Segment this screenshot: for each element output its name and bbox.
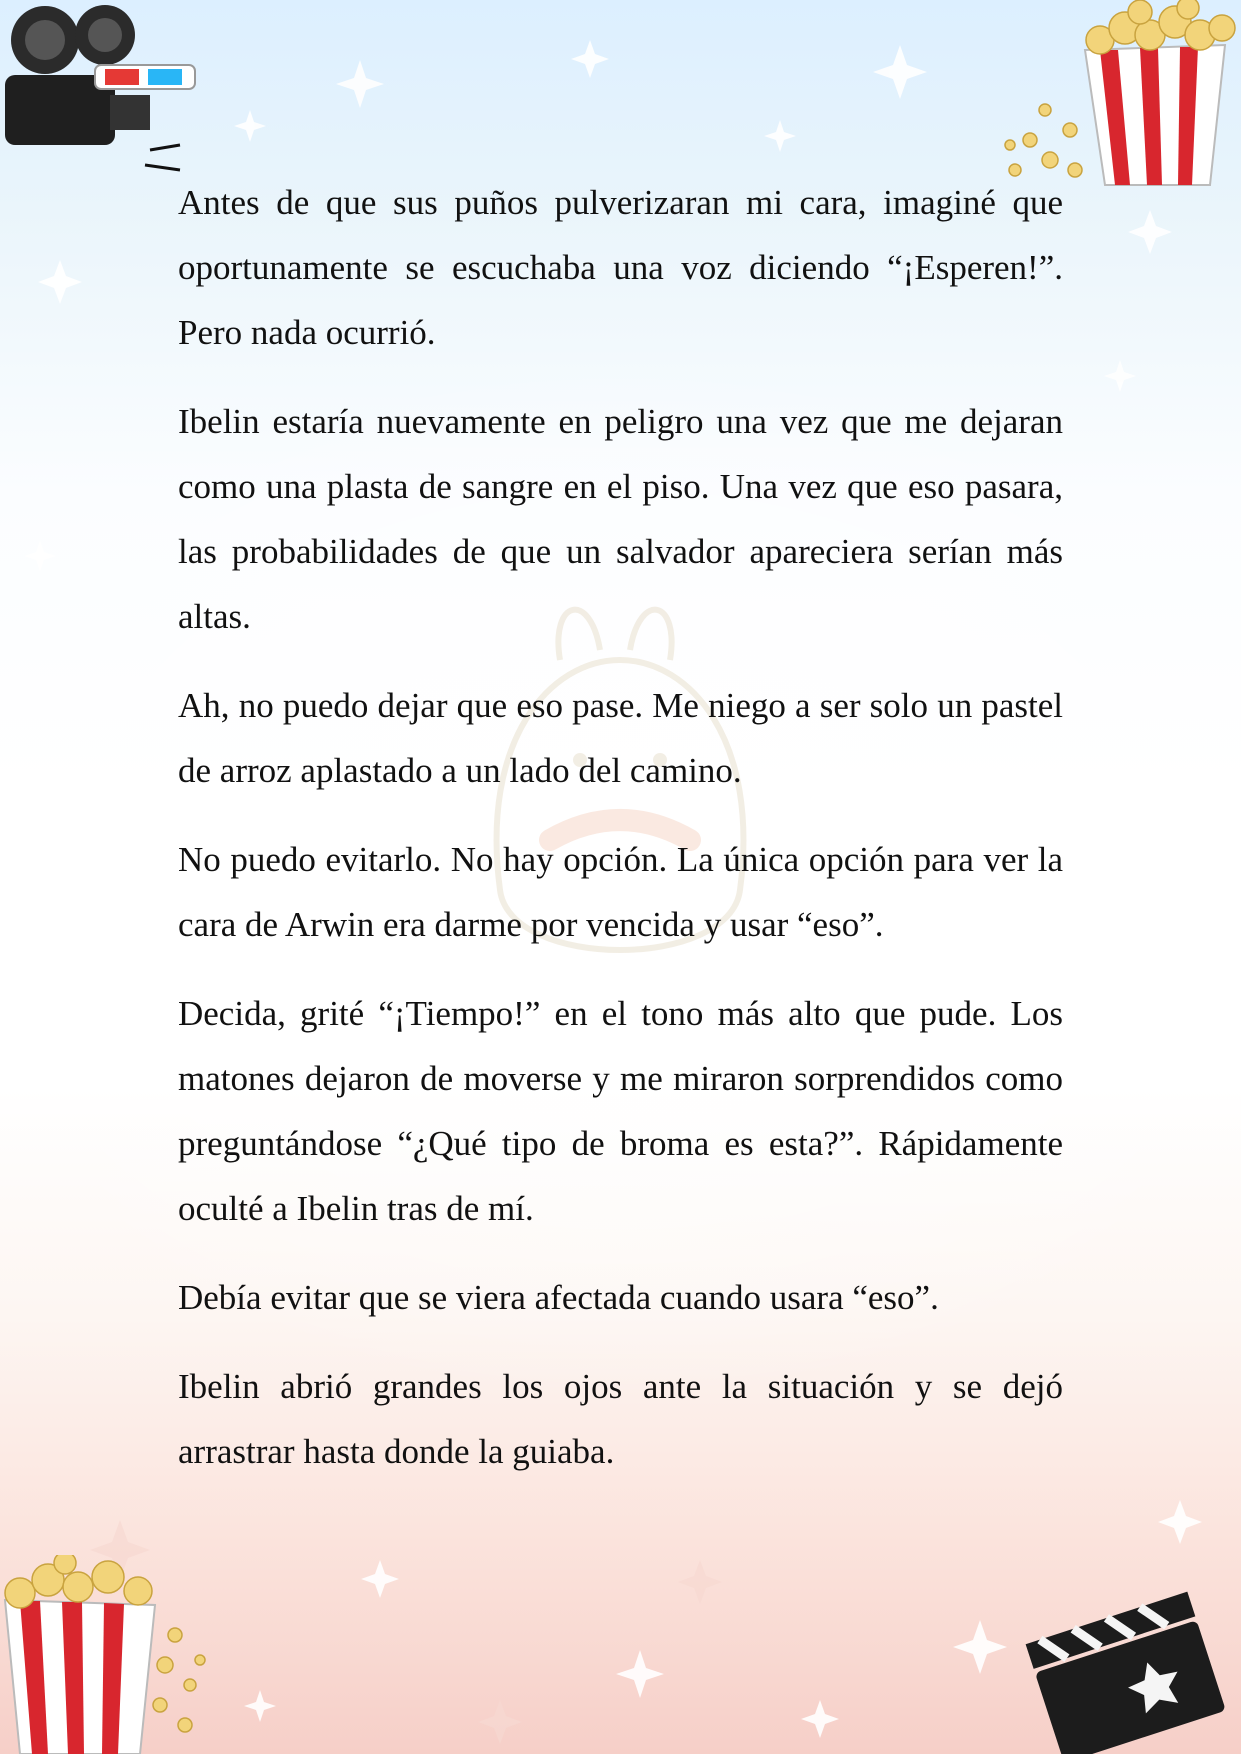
paragraph-7: Ibelin abrió grandes los ojos ante la situación y se dejó arrastrar hasta donde la guiaba. <box>178 1367 1063 1471</box>
paragraph-3: Ah, no puedo dejar que eso pase. Me niego a ser solo un pastel de arroz aplastado a un lado del camino. <box>178 686 1063 790</box>
paragraph-2: Ibelin estaría nuevamente en peligro una vez que me dejaran como una plasta de sangre en el piso. Una vez que eso pasara, las probabilidades de que un salvador apareciera serían más altas. <box>178 402 1063 636</box>
popcorn-bucket-icon <box>990 0 1241 195</box>
paragraph-5: Decida, grité “¡Tiempo!” en el tono más alto que pude. Los matones dejaron de moverse y me miraron sorprendidos como preguntándose “¿Qué tipo de broma es esta?”. Rápidamente oculté a Ibelin tras de mí. <box>178 994 1063 1228</box>
paragraph-6: Debía evitar que se viera afectada cuando usara “eso”. <box>178 1278 939 1317</box>
clapperboard-icon <box>1010 1575 1241 1754</box>
popcorn-bucket-icon <box>0 1555 220 1754</box>
paragraph-1: Antes de que sus puños pulverizaran mi cara, imaginé que oportunamente se escuchaba una voz diciendo “¡Esperen!”. Pero nada ocurrió. <box>178 183 1063 352</box>
film-camera-icon <box>0 0 200 180</box>
story-text <box>178 170 1063 1508</box>
paragraph-4: No puedo evitarlo. No hay opción. La única opción para ver la cara de Arwin era darme por vencida y usar “eso”. <box>178 840 1063 944</box>
